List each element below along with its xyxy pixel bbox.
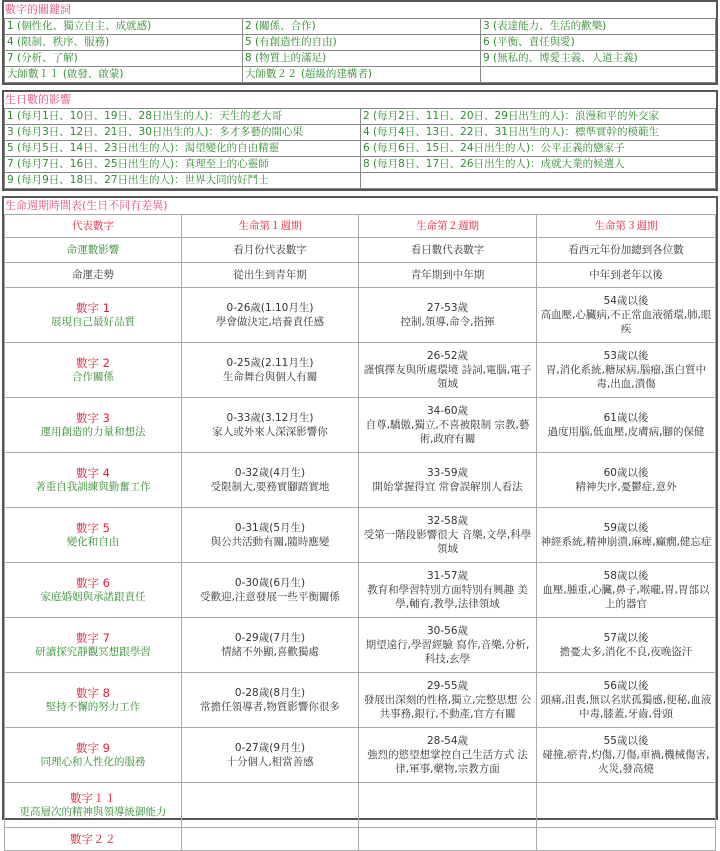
period-age: 0-26歲(1.10月生) — [226, 302, 314, 314]
lifecycle-period-cell — [537, 288, 716, 343]
period-detail: 血壓,腫重,心臟,鼻子,喉嚨,胃,胃部以上的器官 — [542, 584, 710, 610]
birthday-row — [5, 141, 716, 157]
lifecycle-sub-row — [5, 263, 716, 288]
lifecycle-number-cell — [5, 398, 182, 453]
keyword-cell: 8 (物質上的滿足) — [243, 51, 481, 67]
period-age: 0-28歲(8月生) — [234, 687, 306, 699]
birthday-cell: 2 (每月2日、11日、20日、29日出生的人)：浪漫和平的外交家 — [361, 109, 716, 125]
period-detail: 精神失序,憂鬱症,意外 — [575, 481, 677, 493]
lifecycle-period-cell — [359, 563, 537, 618]
lifecycle-number-cell — [5, 728, 182, 783]
lifecycle-sub-cell: 從出生到青年期 — [182, 263, 359, 288]
lifecycle-period-cell — [182, 783, 359, 828]
birthday-cell: 9 (每月9日、18日、27日出生的人)：世界大同的好鬥士 — [5, 173, 361, 189]
lifecycle-period-cell — [359, 828, 537, 851]
lifecycle-description: 合作關係 — [72, 371, 114, 383]
lifecycle-period-cell — [359, 288, 537, 343]
lifecycle-period-cell — [182, 828, 359, 851]
birthday-cell: 8 (每月8日、17日、26日出生的人)：成就大業的候選人 — [361, 157, 716, 173]
lifecycle-row — [5, 453, 716, 508]
period-detail: 期望遠行,學習經驗 寫作,音樂,分析,科技,玄學 — [365, 639, 530, 665]
lifecycle-description: 同理心和人性化的服務 — [40, 756, 146, 768]
keyword-row — [5, 19, 716, 35]
lifecycle-period-cell — [359, 618, 537, 673]
keyword-cell: 1 (個性化、獨立自主、成就感) — [5, 19, 243, 35]
period-age: 33-59歲 — [426, 467, 468, 479]
lifecycle-number: 數字 8 — [76, 686, 110, 700]
lifecycle-row — [5, 563, 716, 618]
lifecycle-description: 展現自己最好品質 — [51, 316, 135, 328]
period-detail: 神經系統,精神崩潰,麻痺,癲癇,健忘症 — [540, 536, 712, 548]
birthday-row — [5, 173, 716, 189]
lifecycle-period-cell — [359, 398, 537, 453]
period-age: 0-31歲(5月生) — [234, 522, 306, 534]
period-age: 32-58歲 — [426, 515, 468, 527]
lifecycle-number-cell — [5, 288, 182, 343]
period-detail: 常擔任領導者,物質影響你很多 — [200, 701, 340, 713]
lifecycle-sub-cell: 命運走勢 — [5, 263, 182, 288]
keyword-cell: 9 (無私的、博愛主義、人道主義) — [481, 51, 716, 67]
lifecycle-period-cell — [537, 453, 716, 508]
period-detail: 自尊,驕傲,獨立,不喜被限制 宗教,藝術,政府有關 — [365, 419, 530, 445]
keyword-row — [5, 35, 716, 51]
lifecycle-number: 數字２２ — [70, 832, 116, 846]
period-age: 30-56歲 — [426, 625, 468, 637]
period-age: 27-53歲 — [426, 302, 468, 314]
period-detail: 高血壓,心臟病,不正常血液循環,肺,眼疾 — [540, 309, 712, 335]
lifecycle-number: 數字 9 — [76, 741, 110, 755]
lifecycle-sub-cell: 中年到老年以後 — [537, 263, 716, 288]
keyword-row — [5, 67, 716, 83]
lifecycle-period-cell — [359, 673, 537, 728]
period-detail: 教育和學習特別方面特別有興趣 美學,輔育,教學,法律領域 — [367, 584, 528, 610]
lifecycle-description: 研讀探究靜觀冥想跟學習 — [35, 646, 151, 658]
period-age: 0-29歲(7月生) — [234, 632, 306, 644]
period-age: 61歲以後 — [603, 412, 649, 424]
lifecycle-row — [5, 728, 716, 783]
lifecycle-number-cell — [5, 828, 182, 851]
page — [2, 0, 718, 846]
lifecycle-row — [5, 508, 716, 563]
lifecycle-number: 數字 2 — [76, 356, 110, 370]
birthday-title: 生日數的影響 — [5, 93, 71, 106]
period-age: 26-52歲 — [426, 350, 468, 362]
lifecycle-period-cell — [182, 728, 359, 783]
period-detail: 受限制大,要務實腳踏實地 — [210, 481, 330, 493]
lifecycle-period-cell — [537, 783, 716, 828]
period-age: 53歲以後 — [603, 350, 649, 362]
lifecycle-period-cell — [537, 398, 716, 453]
lifecycle-period-cell — [537, 563, 716, 618]
lifecycle-sub-cell: 看西元年份加總到各位數 — [537, 238, 716, 263]
lifecycle-description: 變化和自由 — [66, 536, 120, 548]
period-age: 0-25歲(2.11月生) — [226, 357, 314, 369]
keyword-cell: 3 (表達能力、生活的歡樂) — [481, 19, 716, 35]
period-detail: 頭痛,沮喪,無以名狀孤獨感,便秘,血液中毒,膝蓋,牙齒,骨頭 — [540, 694, 712, 720]
lifecycle-period-cell — [359, 728, 537, 783]
lifecycle-header-cell: 生命第１週期 — [182, 215, 359, 238]
lifecycle-number-cell — [5, 508, 182, 563]
period-detail: 擔憂太多,消化不良,夜晚盜汗 — [559, 646, 693, 658]
lifecycle-header-cell: 生命第２週期 — [359, 215, 537, 238]
birthday-cell: 5 (每月5日、14日、23日出生的人)：渴望變化的自由精靈 — [5, 141, 361, 157]
lifecycle-table — [4, 214, 716, 851]
lifecycle-row — [5, 828, 716, 851]
birthday-cell: 7 (每月7日、16日、25日出生的人)：真理至上的心靈師 — [5, 157, 361, 173]
birthday-row — [5, 109, 716, 125]
lifecycle-description: 家庭婚姻與承諾跟責任 — [40, 591, 146, 603]
lifecycle-title: 生命週期時間表(生日不同有差異) — [5, 199, 168, 212]
keyword-cell: 6 (平衡、責任與愛) — [481, 35, 716, 51]
lifecycle-description: 堅持不懈的努力工作 — [45, 701, 141, 713]
period-age: 59歲以後 — [603, 522, 649, 534]
period-detail: 胃,消化系統,糖尿病,腦瘤,蛋白質中毒,出血,潰傷 — [545, 364, 707, 390]
lifecycle-number-cell — [5, 453, 182, 508]
period-age: 0-30歲(6月生) — [234, 577, 306, 589]
period-age: 60歲以後 — [603, 467, 649, 479]
lifecycle-header-cell: 生命第３週期 — [537, 215, 716, 238]
lifecycle-number-cell — [5, 343, 182, 398]
birthday-row — [5, 157, 716, 173]
keyword-cell: 大師數１１ (啟發、啟蒙) — [5, 67, 243, 83]
birthday-cell — [361, 173, 716, 189]
period-age: 0-32歲(4月生) — [234, 467, 306, 479]
lifecycle-number-cell — [5, 563, 182, 618]
period-age: 57歲以後 — [603, 632, 649, 644]
period-age: 31-57歲 — [426, 570, 468, 582]
lifecycle-number: 數字 5 — [76, 521, 110, 535]
lifecycle-period-cell — [537, 343, 716, 398]
lifecycle-period-cell — [537, 673, 716, 728]
keyword-cell: 7 (分析、了解) — [5, 51, 243, 67]
period-detail: 情緒不外顯,喜歡獨處 — [221, 646, 319, 658]
lifecycle-number: 數字 1 — [76, 301, 110, 315]
lifecycle-number: 數字 4 — [76, 466, 110, 480]
keywords-title: 數字的關鍵詞 — [5, 3, 71, 16]
lifecycle-period-cell — [537, 508, 716, 563]
lifecycle-number-cell — [5, 673, 182, 728]
period-detail: 過度用腦,低血壓,皮膚病,腳的保健 — [547, 426, 705, 438]
lifecycle-row — [5, 288, 716, 343]
lifecycle-period-cell — [537, 618, 716, 673]
lifecycle-period-cell — [182, 563, 359, 618]
lifecycle-header-row — [5, 215, 716, 238]
period-age: 28-54歲 — [426, 735, 468, 747]
lifecycle-period-cell — [359, 783, 537, 828]
period-detail: 謹慎擇友與所處環境 詩詞,電腦,電子領域 — [363, 364, 532, 390]
lifecycle-description: 運用創造的力量和想法 — [40, 426, 146, 438]
keyword-cell: 5 (有創造性的自由) — [243, 35, 481, 51]
lifecycle-number: 數字 3 — [76, 411, 110, 425]
birthday-cell: 1 (每月1日、10日、19日、28日出生的人)：天生的老大哥 — [5, 109, 361, 125]
lifecycle-period-cell — [537, 828, 716, 851]
lifecycle-row — [5, 398, 716, 453]
period-detail: 受第一階段影響很大 音樂,文學,科學領域 — [363, 529, 532, 555]
keyword-cell: 大師數２２ (超級的建構者) — [243, 67, 481, 83]
lifecycle-sub-cell: 看日數代表數字 — [359, 238, 537, 263]
lifecycle-description: 著重自我訓練與勤奮工作 — [35, 481, 151, 493]
birthday-cell: 4 (每月4日、13日、22日、31日出生的人)：標準實幹的模範生 — [361, 125, 716, 141]
lifecycle-number-cell — [5, 618, 182, 673]
lifecycle-sub-cell: 命運數影響 — [5, 238, 182, 263]
lifecycle-row — [5, 343, 716, 398]
keywords-table — [4, 18, 716, 83]
lifecycle-sub-row — [5, 238, 716, 263]
birthday-cell: 6 (每月6日、15日、24日出生的人)：公平正義的戀家子 — [361, 141, 716, 157]
lifecycle-period-cell — [182, 453, 359, 508]
period-detail: 強烈的慾望想掌控自己生活方式 法律,軍事,藥物,宗教方面 — [367, 749, 528, 775]
lifecycle-description: 更高層次的精神與領導統御能力 — [19, 806, 167, 818]
lifecycle-period-cell — [359, 343, 537, 398]
lifecycle-sub-cell: 看月份代表數字 — [182, 238, 359, 263]
lifecycle-period-cell — [359, 453, 537, 508]
period-age: 54歲以後 — [603, 295, 649, 307]
lifecycle-period-cell — [359, 508, 537, 563]
period-detail: 生命舞台與個人有關 — [222, 371, 318, 383]
period-detail: 碰撞,瘀青,灼傷,刀傷,車禍,機械傷害,火災,發高燒 — [542, 749, 710, 775]
period-age: 56歲以後 — [603, 680, 649, 692]
lifecycle-number-cell — [5, 783, 182, 828]
lifecycle-sub-cell: 青年期到中年期 — [359, 263, 537, 288]
period-detail: 家人或外來人深深影響你 — [212, 426, 328, 438]
period-detail: 開始掌握得宜 常會誤解別人看法 — [372, 481, 523, 493]
lifecycle-period-cell — [182, 508, 359, 563]
period-detail: 發展出深刻的性格,獨立,完整思想 公共事務,銀行,不動產,官方有關 — [363, 694, 532, 720]
birthday-row — [5, 125, 716, 141]
keywords-section — [2, 0, 718, 85]
period-detail: 十分個人,相當善感 — [226, 756, 314, 768]
lifecycle-header-cell: 代表數字 — [5, 215, 182, 238]
lifecycle-period-cell — [182, 288, 359, 343]
birthday-section — [2, 90, 718, 191]
lifecycle-period-cell — [182, 343, 359, 398]
period-detail: 學會做決定,培養責任感 — [215, 316, 325, 328]
lifecycle-number: 數字 6 — [76, 576, 110, 590]
period-detail: 受歡迎,注意發展一些平衡關係 — [200, 591, 340, 603]
lifecycle-period-cell — [182, 673, 359, 728]
keyword-cell: 4 (限制、秩序、服務) — [5, 35, 243, 51]
keyword-cell — [481, 67, 716, 83]
period-detail: 控制,領導,命令,指揮 — [400, 316, 495, 328]
lifecycle-row — [5, 783, 716, 828]
period-age: 29-55歲 — [426, 680, 468, 692]
period-age: 55歲以後 — [603, 735, 649, 747]
lifecycle-number: 數字 7 — [76, 631, 110, 645]
period-detail: 與公共活動有關,隨時應變 — [210, 536, 330, 548]
lifecycle-row — [5, 618, 716, 673]
period-age: 0-27歲(9月生) — [234, 742, 306, 754]
lifecycle-row — [5, 673, 716, 728]
lifecycle-period-cell — [537, 728, 716, 783]
lifecycle-period-cell — [182, 618, 359, 673]
lifecycle-number: 數字１１ — [70, 791, 116, 805]
period-age: 0-33歲(3.12月生) — [226, 412, 314, 424]
period-age: 58歲以後 — [603, 570, 649, 582]
birthday-cell: 3 (每月3日、12日、21日、30日出生的人)：多才多藝的開心果 — [5, 125, 361, 141]
keyword-row — [5, 51, 716, 67]
keyword-cell: 2 (關係、合作) — [243, 19, 481, 35]
lifecycle-section — [2, 196, 718, 846]
period-age: 34-60歲 — [426, 405, 468, 417]
lifecycle-period-cell — [182, 398, 359, 453]
birthday-table — [4, 108, 716, 189]
